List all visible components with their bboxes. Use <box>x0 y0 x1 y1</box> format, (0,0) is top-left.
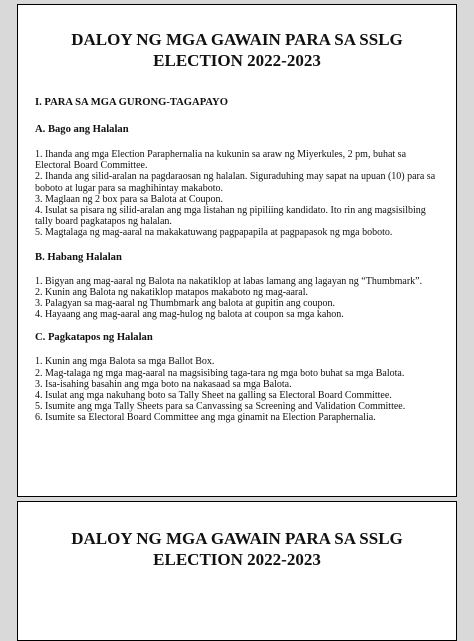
document-title-line-1: DALOY NG MGA GAWAIN PARA SA SSLG <box>71 30 403 49</box>
document-title-line-1: DALOY NG MGA GAWAIN PARA SA SSLG <box>71 529 403 548</box>
list-item: 2. Mag-talaga ng mga mag-aaral na magsisibing taga-tara ng mga boto buhat sa mga Balota. <box>35 367 405 379</box>
list-item: 5. Magtalaga ng mag-aaral na makakatuwang pagpapapila at pagpapasok ng mga boboto. <box>35 227 393 239</box>
subsection-heading-bago: A. Bago ang Halalan <box>35 124 129 135</box>
document-page-1 <box>17 4 457 497</box>
list-item: 1. Ihanda ang mga Election Paraphernalia na kukunin sa araw ng Miyerkules, 2 pm, buhat sa Electoral Board Committee. <box>35 149 407 172</box>
subsection-heading-pagkatapos: C. Pagkatapos ng Halalan <box>35 332 153 344</box>
list-item: 2. Ihanda ang silid-aralan na pagdaraosan ng halalan. Siguraduhing may sapat na upuan (10) para sa boboto at lugar para sa maghihintay makaboto. <box>35 171 436 194</box>
list-item: 4. Hayaang ang mag-aaral ang mag-hulog ng balota at coupon sa mga kahon. <box>35 309 344 321</box>
document-title <box>35 528 439 570</box>
list-item: 1. Bigyan ang mag-aaral ng Balota na nakatiklop at labas lamang ang lagayan ng “Thumbmark”. <box>35 275 423 287</box>
list-item: 1. Kunin ang mga Balota sa mga Ballot Box. <box>35 356 215 368</box>
task-list-pagkatapos <box>35 356 439 423</box>
list-item: 4. Isulat sa pisara ng silid-aralan ang mga listahan ng pipiliing kandidato. Ito rin ang magsisilbing tally board pagkatapos ng halalan. <box>35 205 426 228</box>
document-title <box>35 29 439 71</box>
list-item: 4. Isulat ang mga nakuhang boto sa Tally Sheet na galling sa Electoral Board Committee. <box>35 390 392 402</box>
subsection-heading-habang: B. Habang Halalan <box>35 251 122 263</box>
list-item: 6. Isumite sa Electoral Board Committee ang mga ginamit na Election Paraphernalia. <box>35 412 376 424</box>
task-list-bago <box>35 149 439 239</box>
section-heading: I. PARA SA MGA GURONG-TAGAPAYO <box>35 97 228 108</box>
list-item: 3. Maglaan ng 2 box para sa Balota at Coupon. <box>35 193 224 205</box>
document-page-2 <box>17 501 457 641</box>
task-list-habang <box>35 276 439 321</box>
list-item: 2. Kunin ang Balota ng nakatiklop matapos makaboto ng mag-aaral. <box>35 286 308 298</box>
list-item: 5. Isumite ang mga Tally Sheets para sa Canvassing sa Screening and Validation Committee. <box>35 401 406 413</box>
document-title-line-2: ELECTION 2022-2023 <box>153 51 321 70</box>
list-item: 3. Isa-isahing basahin ang mga boto na nakasaad sa mga Balota. <box>35 378 292 390</box>
document-title-line-2: ELECTION 2022-2023 <box>153 550 321 569</box>
list-item: 3. Palagyan sa mag-aaral ng Thumbmark ang balota at gupitin ang coupon. <box>35 298 336 310</box>
